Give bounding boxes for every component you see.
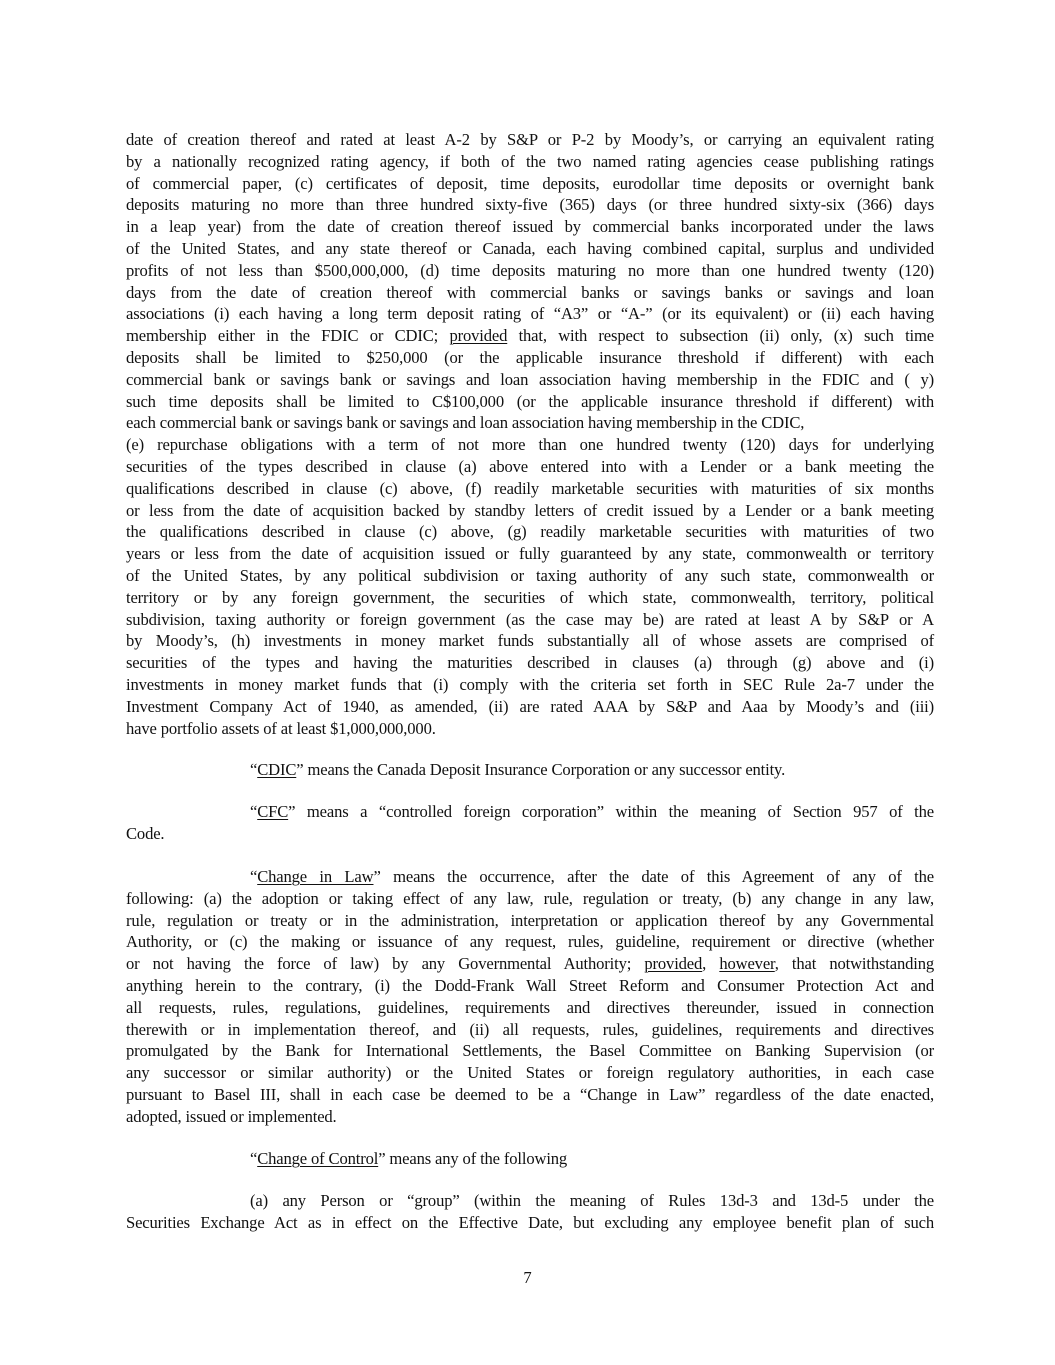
- text-line: any successor or similar authority) or the United States or foreign regulatory authorities, in each case: [126, 1063, 934, 1083]
- open-quote: “: [250, 1149, 258, 1168]
- text-line: qualifications described in clause (c) above, (f) readily marketable securities with maturities of six months: [126, 478, 934, 498]
- text-line: date of creation thereof and rated at least A-2 by S&P or P-2 by Moody’s, or carrying an equivalent rating: [126, 130, 934, 149]
- defined-term-change-of-control: Change of Control: [257, 1149, 379, 1168]
- defined-term-cfc: CFC: [257, 802, 289, 821]
- definition-text: means a “controlled foreign corporation” within the meaning of Section 957 of the: [295, 802, 934, 821]
- text-line: anything herein to the contrary, (i) the Dodd-Frank Wall Street Reform and Consumer Protection Act and: [126, 975, 934, 995]
- definition-line: [126, 801, 934, 823]
- clause-line: (a) any Person or “group” (within the meaning of Rules 13d-3 and 13d-5 under the: [250, 1191, 934, 1210]
- text-line: associations (i) each having a long term deposit rating of “A3” or “A-” (or its equivalent) or (ii) each having: [126, 304, 934, 324]
- definition-cfc: [126, 801, 934, 845]
- text-line: of commercial paper, (c) certificates of deposit, time deposits, eurodollar time deposits or overnight bank: [126, 173, 934, 193]
- text-line: securities of the types and having the maturities described in clauses (a) through (g) above and (i): [126, 653, 934, 673]
- definition-line: [126, 759, 934, 781]
- text-line: by a nationally recognized rating agency, if both of the two named rating agencies cease publishing ratings: [126, 151, 934, 171]
- text-line: Authority, or (c) the making or issuance of any request, rules, guideline, requirement or directive (whether: [126, 932, 934, 952]
- change-of-control-clause-a: [126, 1190, 934, 1234]
- defined-term-cdic: CDIC: [257, 760, 297, 779]
- defined-term-change-in-law: Change in Law: [257, 867, 374, 886]
- text-line: subdivision, taxing authority or foreign government (as the case may be) are rated at least A by S&P or A: [126, 609, 934, 629]
- definition-cdic: [126, 759, 934, 781]
- definition-text: means the Canada Deposit Insurance Corporation or any successor entity.: [303, 760, 786, 779]
- text-line: Investment Company Act of 1940, as amended, (ii) are rated AAA by S&P and Aaa by Moody’s and (iii): [126, 696, 934, 716]
- definition-line: [126, 866, 934, 888]
- text-line: territory or by any foreign government, the securities of which state, commonwealth, territory, political: [126, 587, 934, 607]
- text-line: deposits shall be limited to $250,000 (or the applicable insurance threshold if different) with each: [126, 347, 934, 367]
- definition-change-of-control: [126, 1148, 934, 1170]
- text-line: the qualifications described in clause (c) above, (g) readily marketable securities with maturities of two: [126, 522, 934, 542]
- text-line: such time deposits shall be limited to C$100,000 (or the applicable insurance threshold if different) with: [126, 391, 934, 411]
- close-quote: ”: [373, 867, 381, 886]
- page-number: 7: [523, 1268, 532, 1287]
- text-line: pursuant to Basel III, shall in each case be deemed to be a “Change in Law” regardless of the date enacted,: [126, 1084, 934, 1104]
- definition-text: means any of the following: [385, 1149, 568, 1168]
- open-quote: “: [250, 867, 258, 886]
- cash-equivalents-paragraph: [126, 129, 934, 739]
- definition-line: [126, 1148, 934, 1170]
- text-line: all requests, rules, regulations, guidelines, requirements and directives thereunder, issued in connection: [126, 997, 934, 1017]
- text-line: promulgated by the Bank for International Settlements, the Basel Committee on Banking Supervision (or: [126, 1041, 934, 1061]
- text-line: (e) repurchase obligations with a term of not more than one hundred twenty (120) days for underlying: [126, 435, 934, 455]
- close-quote: ”: [296, 760, 304, 779]
- definition-text: means the occurrence, after the date of this Agreement of any of the: [380, 867, 935, 886]
- text-line: investments in money market funds that (i) comply with the criteria set forth in SEC Rule 2a-7 under the: [126, 674, 934, 694]
- however-underlined: however: [719, 954, 775, 974]
- clause-line: Securities Exchange Act as in effect on the Effective Date, but excluding any employee benefit plan of such: [126, 1212, 934, 1232]
- text-line: or less from the date of acquisition backed by standby letters of credit issued by a Lender or a bank meeting: [126, 500, 934, 520]
- text-segment: , that notwithstanding: [774, 954, 935, 974]
- text-line: deposits maturing no more than three hundred sixty-five (365) days (or three hundred sixty-six (366) days: [126, 195, 934, 215]
- text-line: rule, regulation or treaty or in the administration, interpretation or application thereof by any Governmental: [126, 910, 934, 930]
- text-segment: membership either in the FDIC or CDIC;: [126, 326, 439, 346]
- text-line: years or less from the date of acquisition issued or fully guaranteed by any state, commonwealth or territory: [126, 544, 934, 564]
- provided-underlined: provided: [644, 954, 703, 974]
- text-segment: or not having the force of law) by any Governmental Authority;: [126, 954, 632, 974]
- text-line: by Moody’s, (h) investments in money market funds substantially all of whose assets are comprised of: [126, 631, 934, 651]
- text-line: therewith or in implementation thereof, and (ii) all requests, rules, guidelines, requirements and directives: [126, 1019, 934, 1039]
- text-line: adopted, issued or implemented.: [126, 1106, 337, 1126]
- text-line: commercial bank or savings bank or savings and loan association having membership in the FDIC and ( y): [126, 369, 934, 389]
- text-line: days from the date of creation thereof with commercial banks or savings banks or savings and loan: [126, 282, 934, 302]
- text-line: in a leap year) from the date of creation thereof issued by commercial banks incorporated under the laws: [126, 217, 934, 237]
- open-quote: “: [250, 760, 258, 779]
- text-line-with-proviso: [126, 953, 934, 975]
- provided-underlined: provided: [449, 326, 508, 346]
- definition-change-in-law: [126, 866, 934, 1128]
- text-segment: that, with respect to subsection (ii) only, (x) such time: [507, 326, 934, 346]
- definition-continuation: Code.: [126, 823, 165, 843]
- text-line: following: (a) the adoption or taking effect of any law, rule, regulation or treaty, (b) any change in any law,: [126, 888, 934, 908]
- text-line: of the United States, by any political subdivision or taxing authority of any such state, commonwealth or: [126, 565, 934, 585]
- close-quote: ”: [378, 1149, 386, 1168]
- text-line-with-proviso: [126, 325, 934, 347]
- text-line: each commercial bank or savings bank or savings and loan association having membership in the CDIC,: [126, 413, 805, 433]
- text-line: securities of the types described in clause (a) above entered into with a Lender or a bank meeting the: [126, 456, 934, 476]
- open-quote: “: [250, 802, 258, 821]
- text-line: have portfolio assets of at least $1,000,000,000.: [126, 718, 436, 738]
- text-line: of the United States, and any state thereof or Canada, each having combined capital, surplus and undivided: [126, 238, 934, 258]
- close-quote: ”: [288, 802, 296, 821]
- comma: ,: [702, 954, 707, 974]
- text-line: profits of not less than $500,000,000, (d) time deposits maturing no more than one hundred twenty (120): [126, 260, 934, 280]
